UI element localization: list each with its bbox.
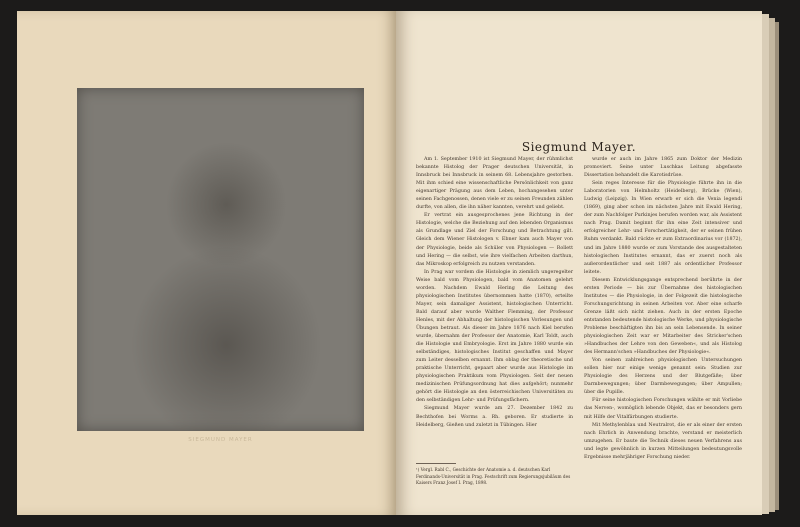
paragraph: Diesem Entwicklungsgange entsprechend berührte in der ersten Periode — bis zur Übernahme des histologischen Institutes — die Physiologie, in der Folgezeit die histologische Forschungsrichtung in seinen Arbeiten vor. Aber eine scharfe Grenze läßt sich nicht ziehen. Auch in der ersten Epoche entstanden bedeutende histologische Werke, und physiologische Probleme beschäftigten ihn bis an sein Lebensende. In seiner physiologischen Zeit war er Mitarbeiter des Stricker'schen »Handbuches der Lehre von den Geweben«, und als Histolog des Hermann'schen »Handbuches der Physiologie«. <box>584 277 742 356</box>
paragraph: wurde er auch im Jahre 1865 zum Doktor der Medizin promoviert. Seine unter Luschkas Leitung abgefasste Dissertation behandelt die Karotisdrüse. <box>584 157 742 179</box>
page-edges <box>775 22 779 510</box>
plate-caption: SIEGMUND MAYER <box>188 437 253 443</box>
footnote-rule <box>416 463 456 464</box>
paragraph: Am 1. September 1910 ist Siegmund Mayer, der rühmlichst bekannte Histolog der Prager deutschen Universität, in Innsbruck bei Innsbruck in seinem 68. Lebensjahre gestorben. Mit ihm schied eine wissenschaftliche Persönlichkeit von ganz eigenartiger Prägung aus dem Leben, hochangesehen unter seinen Fachgenossen, denen viele er zu seinen Freunden zählen durfte, von allen, die ihn näher kannten, verehrt und geliebt. <box>416 157 573 211</box>
text-column-left <box>416 156 573 430</box>
right-page <box>396 11 762 515</box>
paragraph: Siegmund Mayer wurde am 27. Dezember 1842 zu Bechthofen bei Worms a. Rh. geboren. Er studierte in Heidelberg, Gießen und zuletzt in Tübingen. Hier <box>416 406 573 428</box>
page-edges <box>769 18 775 512</box>
paragraph: Von seinen zahlreichen physiologischen Untersuchungen sollen hier nur einige wenige genannt sein: Studien zur Physiologie des Herzens und der Blutgefäße; über Darmbewegungen; über Darmbewegungen; über Ampullen; über die Pupille. <box>584 358 742 396</box>
footnote: ¹) Vergl. Rabl C., Geschichte der Anatomie a. d. deutschen Karl Ferdinands-Universität in Prag. Festschrift zum Regierungsjubiläum des Kaisers Franz Josef I. Prag, 1898. <box>416 467 571 486</box>
paragraph: In Prag war vordem die Histologie in ziemlich ungeregelter Weise bald vom Physiologen, bald vom Anatomen gelehrt worden. Nachdem Ewald Hering die Leitung des physiologischen Institutes übernommen hatte (1870), erteilte Mayer, sein damaliger Assistent, histologischen Unterricht. Bald darauf aber wurde Walther Flemming, der Professor Henles, mit der Abhaltung der histologischen Vorlesungen und Übungen betraut. Als dieser im Jahre 1876 nach Kiel berufen wurde, übernahm der Professor der Anatomie, Karl Toldt, auch die Histologie und Embryologie. Erst im Jahre 1880 wurde ein selbständiges, histologisches Institut geschaffen und Mayer zum Leiter desselben ernannt. Ihm oblag der theoretische und praktische Unterricht, gepaart aber wurde aus Histologie im physiologischen Praktikum vom Physiologen. Seit der neuen medizinischen Prüfungsordnung hat dies aufgehört; nunmehr gehört die Histologie an den österreichischen Universitäten zu den selbständigen Lehr- und Prüfungsfächern. <box>416 269 573 404</box>
page-edges <box>762 14 769 514</box>
paragraph: Er vertrat ein ausgesprochenes jene Richtung in der Histologie, welche die Beziehung auf den lebenden Organismus als Grundlage und Ziel der Forschung und Betrachtung gilt. Gleich dem Wiener Histologen v. Ebner kam auch Mayer von der Physiologie, beide als Schüler von Physiologen — Rollett und Hering — die selbst, wie ihre vielfachen Arbeiten darthun, das Mikroskop erfolgreich zu nutzen verstanden. <box>416 213 573 267</box>
text-column-right <box>584 156 742 462</box>
paragraph: Mit Methylenblau und Neutralrot, die er als einer der ersten nach Ehrlich in Anwendung brachte, verstand er meisterlich umzugehen. Er baute die Technik dieses neuen Verfahrens aus und legte gewöhnlich in kurzen Mitteilungen bedeutungsvolle Ergebnisse mehrjähriger Forschung nieder. <box>584 422 742 460</box>
article-title: Siegmund Mayer. <box>521 140 637 154</box>
left-page <box>17 11 396 515</box>
paragraph: Für seine histologischen Forschungen wählte er mit Vorliebe das Nerven-, womöglich lebende Objekt, das er besonders gern mit Hilfe der Vitalfärbungen studierte. <box>584 398 742 420</box>
portrait-plate <box>77 88 364 431</box>
paragraph: Sein reges Interesse für die Physiologie führte ihn in die Laboratorien von Helmholtz (Heidelberg), Brücke (Wien), Ludwig (Leipzig). In Wien erwarb er sich die Venia legendi (1869), ging aber schon im nächsten Jahre mit Ewald Hering, der zum Nachfolger Purkinjes berufen worden war, als Assistent nach Prag. Damit beginnt für ihn eine Zeit intensiver und erfolgreicher Lehr- und Forschertätigkeit, der er seinen frühen Ruhm verdankt. Bald rückte er zum Extraordinarius vor (1872), und im Jahre 1880 wurde er zum Vorstande des ausgestalteten histologischen Institutes ernannt, das er zuerst noch als außerordentlicher und seit 1887 als ordentlicher Professor leitete. <box>584 181 742 275</box>
